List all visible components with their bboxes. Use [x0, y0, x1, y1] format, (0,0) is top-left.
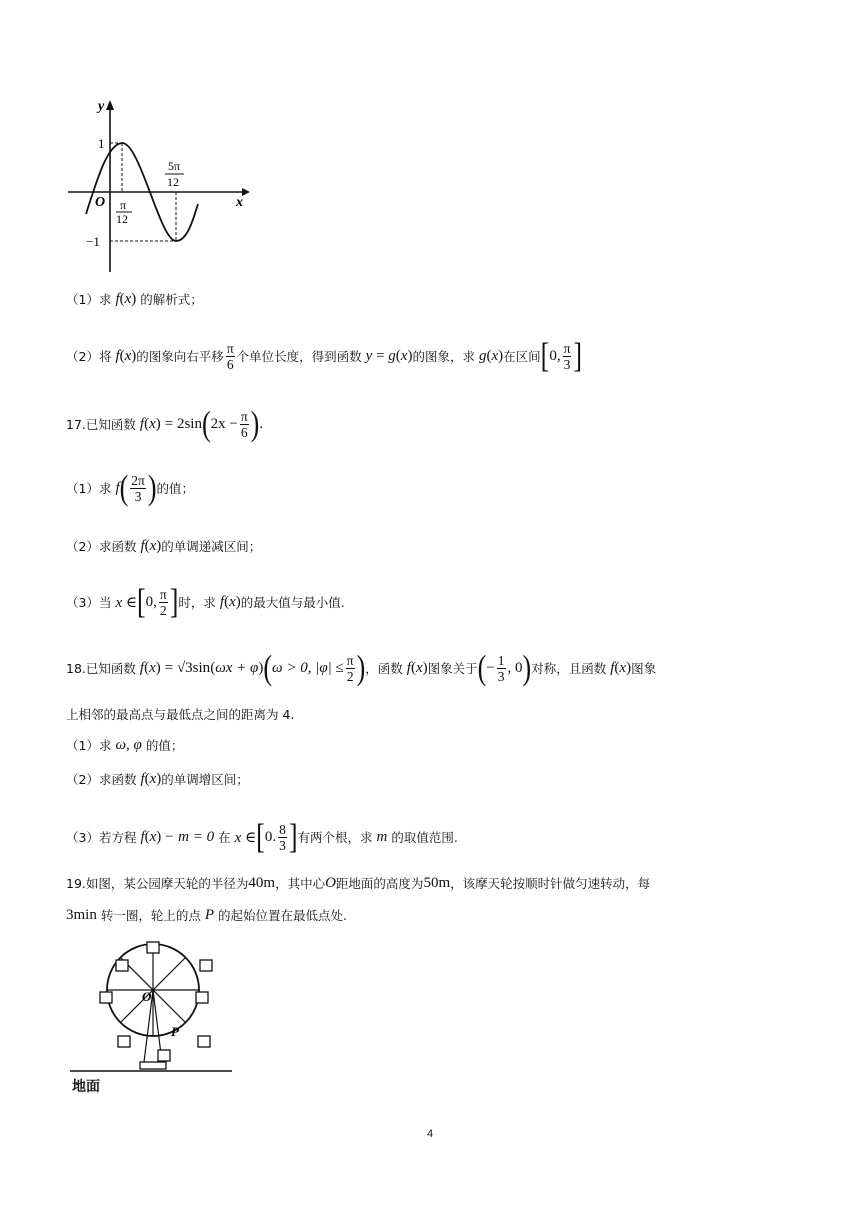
- point-p-label: P: [171, 1024, 179, 1039]
- q18-part2: （2）求函数 f ( x ) 的单调增区间；: [66, 770, 249, 787]
- q17-header: 17.已知函数 f ( x ) = 2sin ( 2x − $\frac{\pi}{6}$ ) .: [66, 403, 264, 443]
- q18-part3: （3）若方程 f ( x ) − m = 0 在 x ∈ [ 0. $\frac{8}{3}$ ] 有两个根，求 m 的取值范围.: [66, 816, 458, 856]
- q17-part3: （3）当 x ∈ [ 0, $\frac{\pi}{2}$ ] 时，求 f ( x ) 的最大值与最小值.: [66, 581, 345, 621]
- x-tick1-num: π: [120, 198, 127, 212]
- center-label: O: [142, 989, 152, 1004]
- q17-part2: （2）求函数 f ( x ) 的单调递减区间；: [66, 537, 262, 554]
- x-axis-label: x: [236, 195, 243, 210]
- page-number: 4: [426, 1128, 434, 1140]
- q19-line1: 19.如图，某公园摩天轮的半径为 40m ，其中心 O 距地面的高度为 50m ，该摩天轮按顺时针做匀速转动，每: [66, 874, 651, 891]
- ground-label: 地面: [72, 1079, 100, 1095]
- q16-part2: （2）将 f ( x ) 的图象向右平移 $\frac{\pi}{6}$ 个单位长度，得到函数 y = g ( x ) 的图象，求 g ( x ) 在区间 [ 0, $\frac{\pi}{3}$ ]: [66, 335, 583, 375]
- q18-line2: 上相邻的最高点与最低点之间的距离为 4.: [66, 707, 295, 722]
- y-tick-top: 1: [98, 136, 105, 151]
- x-tick2-num: 5π: [168, 159, 181, 173]
- q16-shift-fraction: $\frac{\pi}{6}$: [226, 340, 234, 372]
- x-tick1-den: 12: [116, 212, 128, 226]
- x-axis-arrow-icon: [242, 188, 250, 196]
- q19-line2: 3min 转一圈，轮上的点 P 的起始位置在最低点处.: [66, 906, 348, 923]
- sine-graph: [60, 96, 260, 276]
- ferris-wheel-figure: [66, 936, 246, 1096]
- q18-header: 18.已知函数 f ( x ) = √3sin ( ωx + φ ) ( ω > 0, |φ| ≤ $\frac{\pi}{2}$ ) ，函数 f ( x ) 图象关于 ( − $\frac{1}{3}$ , 0 ) 对称，且函数 f ( x ) 图象: [66, 647, 657, 687]
- q17-part1: （1）求 f ( $\frac{2\pi}{3}$ ) 的值；: [66, 467, 195, 507]
- x-tick2-den: 12: [167, 175, 179, 189]
- q18-part1: （1）求 ω, φ 的值；: [66, 736, 184, 753]
- origin-label: O: [95, 195, 106, 210]
- y-axis-label: y: [98, 99, 105, 114]
- y-axis-arrow-icon: [106, 100, 114, 110]
- y-tick-bottom: −1: [86, 234, 100, 249]
- q16-part1: （1）求 f ( x ) 的解析式；: [66, 290, 203, 307]
